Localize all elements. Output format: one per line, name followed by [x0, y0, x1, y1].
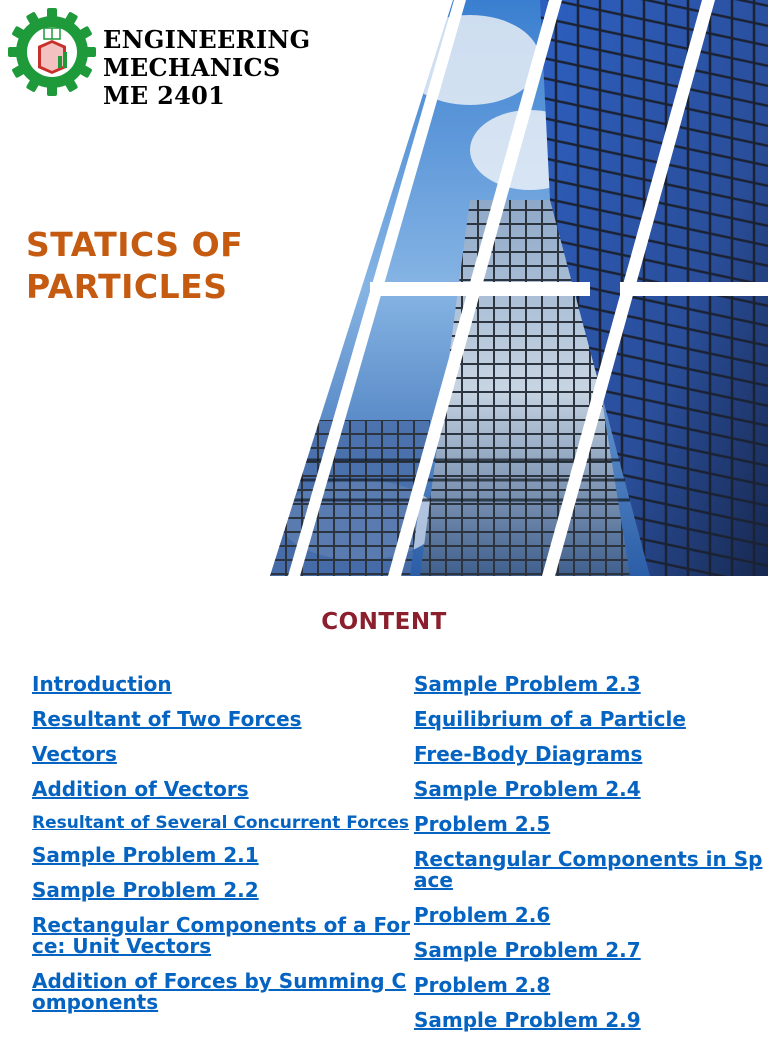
toc-link-rectangular-components-unit-vectors[interactable]: Rectangular Components of a Force: Unit Vectors: [32, 913, 410, 958]
toc-link-free-body-diagrams[interactable]: Free-Body Diagrams: [414, 742, 643, 766]
skyscraper-photo: [270, 0, 768, 576]
toc-link-addition-of-vectors[interactable]: Addition of Vectors: [32, 777, 249, 801]
toc-link-resultant-two-forces[interactable]: Resultant of Two Forces: [32, 707, 302, 731]
toc-right-column: [414, 674, 764, 1045]
toc-link-sample-problem-2-1[interactable]: Sample Problem 2.1: [32, 843, 259, 867]
course-title-line: MECHANICS: [103, 53, 281, 82]
toc-link-introduction[interactable]: Introduction: [32, 672, 172, 696]
toc-link-sample-problem-2-7[interactable]: Sample Problem 2.7: [414, 938, 641, 962]
content-heading: CONTENT: [321, 609, 447, 635]
toc-link-problem-2-6[interactable]: Problem 2.6: [414, 903, 551, 927]
course-code: ME 2401: [103, 81, 226, 110]
toc-link-problem-2-5[interactable]: Problem 2.5: [414, 812, 551, 836]
toc-link-rectangular-components-space[interactable]: Rectangular Components in Space: [414, 847, 763, 892]
toc-link-addition-by-summing-components[interactable]: Addition of Forces by Summing Components: [32, 969, 407, 1014]
chapter-title: [26, 224, 243, 308]
chapter-title-line: STATICS OF: [26, 225, 244, 264]
toc-left-column: [32, 674, 412, 1027]
course-title-line: ENGINEERING: [103, 25, 311, 54]
university-logo: [8, 8, 96, 96]
toc-link-resultant-concurrent-forces[interactable]: Resultant of Several Concurrent Forces: [32, 813, 409, 833]
toc-link-sample-problem-2-2[interactable]: Sample Problem 2.2: [32, 878, 259, 902]
toc-link-sample-problem-2-9[interactable]: Sample Problem 2.9: [414, 1008, 641, 1032]
chapter-title-line: PARTICLES: [26, 267, 228, 306]
toc-link-vectors[interactable]: Vectors: [32, 742, 117, 766]
toc-link-problem-2-8[interactable]: Problem 2.8: [414, 973, 551, 997]
toc-link-equilibrium-particle[interactable]: Equilibrium of a Particle: [414, 707, 686, 731]
toc-link-sample-problem-2-3[interactable]: Sample Problem 2.3: [414, 672, 641, 696]
toc-link-sample-problem-2-4[interactable]: Sample Problem 2.4: [414, 777, 641, 801]
